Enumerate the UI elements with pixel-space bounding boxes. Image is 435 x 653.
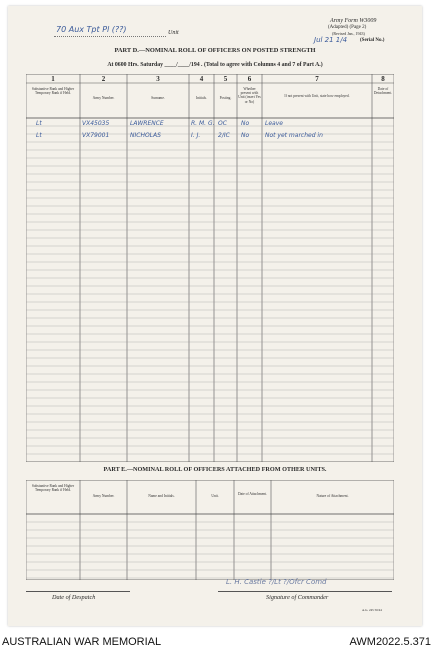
despatch-label: Date of Despatch xyxy=(52,594,96,601)
column-header: Initials. xyxy=(196,96,207,100)
column-header: Surname. xyxy=(151,96,165,100)
column-number: 7 xyxy=(315,75,319,83)
entry-cell: Lt xyxy=(36,120,42,127)
column-header: Substantive Rank and Higher Temporary Rank if Held. xyxy=(31,484,75,493)
caption-bar xyxy=(0,632,435,653)
part-d-title: PART D.—NOMINAL ROLL OF OFFICERS ON POSTED STRENGTH xyxy=(114,47,316,54)
commander-signature: L. H. Castle ?/Lt ?/Ofcr Comd xyxy=(226,578,327,586)
entry-cell: Leave xyxy=(265,120,283,127)
entry-cell: VX79001 xyxy=(82,132,110,139)
form-title: Army Form W3009 xyxy=(330,18,377,24)
column-number: 2 xyxy=(101,75,106,83)
part-e-title: PART E.—NOMINAL ROLL OF OFFICERS ATTACHED FROM OTHER UNITS. xyxy=(103,466,327,473)
serial-handwritten: Jul 21 1/4 xyxy=(314,36,348,44)
column-number: 6 xyxy=(247,75,252,83)
column-header: Whether present with Unit (insert Yes or No) xyxy=(238,87,261,104)
entry-cell: No xyxy=(241,132,250,139)
part-d-table xyxy=(26,74,394,462)
column-header: Army Number. xyxy=(92,494,115,498)
entry-cell: LAWRENCE xyxy=(130,120,164,127)
commander-line xyxy=(218,591,392,592)
column-number: 1 xyxy=(51,75,55,83)
part-d-text xyxy=(26,74,394,462)
print-code: A.G. 245 50/44 xyxy=(362,608,382,612)
entry-cell: VX45035 xyxy=(82,120,110,127)
column-header: Posting. xyxy=(219,96,232,100)
form-adapted: (Adapted) (Page 2) xyxy=(328,25,367,30)
entry-cell: 2/IC xyxy=(218,132,230,139)
column-number: 3 xyxy=(156,75,160,83)
unit-line xyxy=(54,36,166,37)
entry-cell: I. J. xyxy=(191,132,201,139)
column-header: Name and Initials. xyxy=(148,494,175,498)
column-header: Substantive Rank and Higher Temporary Rank if Held. xyxy=(31,87,75,96)
column-header: Nature of Attachment. xyxy=(316,494,349,498)
column-header: Date of Detachment. xyxy=(373,87,393,96)
entry-cell: R. M. G. xyxy=(191,120,215,127)
entry-cell: OC xyxy=(218,120,227,127)
serial-label: (Serial No.) xyxy=(360,38,385,43)
unit-handwritten: 70 Aux Tpt Pl (??) xyxy=(56,25,127,34)
entry-cell: NICHOLAS xyxy=(130,132,161,139)
column-header: Unit. xyxy=(211,494,219,498)
form-page xyxy=(8,6,422,626)
column-number: 4 xyxy=(199,75,204,83)
caption-left: AUSTRALIAN WAR MEMORIAL xyxy=(2,636,162,648)
column-number: 8 xyxy=(381,75,385,83)
column-header: Army Number. xyxy=(92,96,115,100)
entry-cell: Lt xyxy=(36,132,42,139)
part-d-subtitle: At 0600 Hrs. Saturday ____/____/194 . (Total to agree with Columns 4 and 7 of Part A.) xyxy=(107,62,323,68)
caption-right: AWM2022.5.371 xyxy=(349,636,431,648)
unit-label: Unit xyxy=(168,30,179,36)
entry-cell: Not yet marched in xyxy=(265,132,323,139)
column-header: Date of Attachment. xyxy=(237,492,268,496)
column-header: If not present with Unit, state how employed. xyxy=(284,94,350,98)
commander-label: Signature of Commander xyxy=(266,594,329,601)
part-e-table xyxy=(26,480,394,580)
column-number: 5 xyxy=(223,75,228,83)
despatch-line xyxy=(26,591,130,592)
entry-cell: No xyxy=(241,120,250,127)
part-e-text xyxy=(26,480,394,580)
form-revised: (Revised Jan., 1943) xyxy=(332,31,365,36)
